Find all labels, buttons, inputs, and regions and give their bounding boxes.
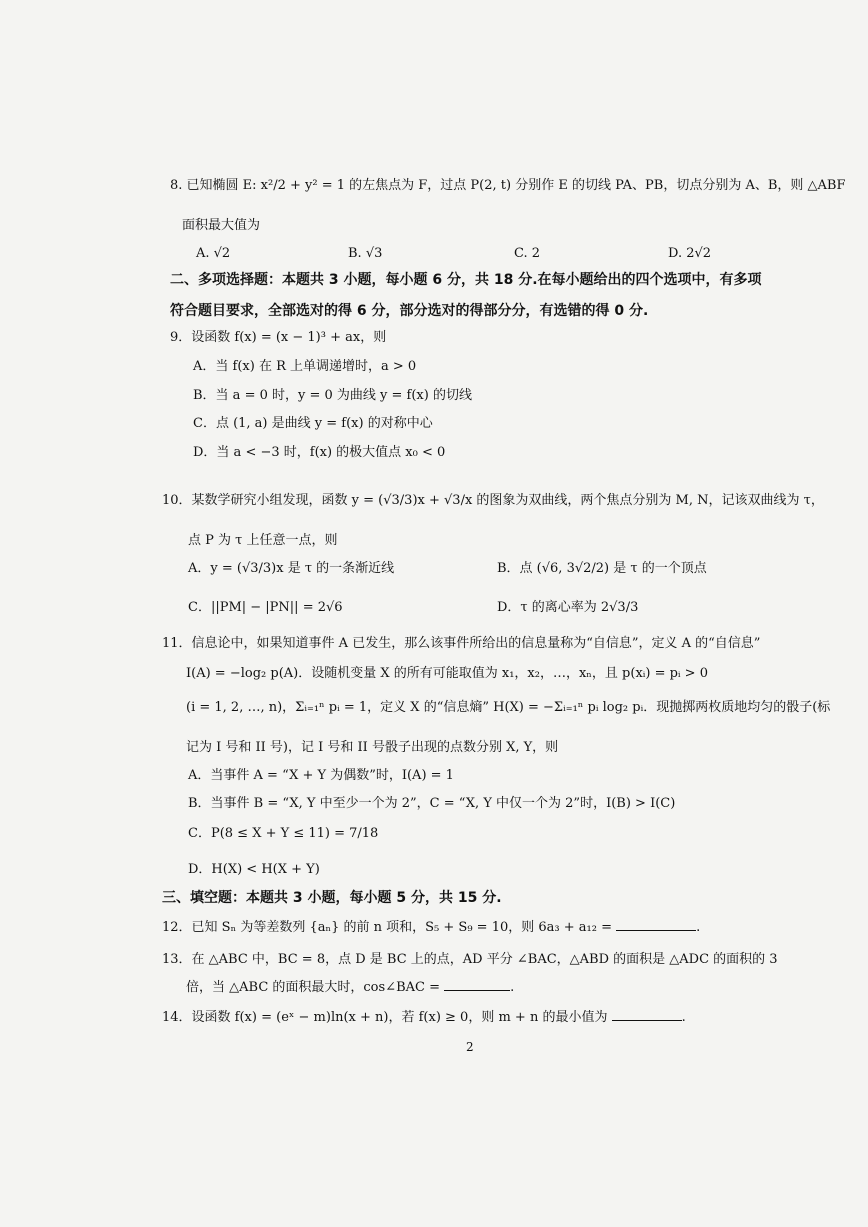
q8-option-d: D. 2√2 [668,246,712,261]
q12-end: . [696,920,701,935]
q8-option-b: B. √3 [348,246,383,261]
section3-heading: 三、填空题：本题共 3 小题，每小题 5 分，共 15 分. [162,890,502,906]
q8-option-a: A. √2 [196,246,231,261]
q10-option-b: B．点 (√6, 3√2/2) 是 τ 的一个顶点 [497,561,707,576]
q11-option-c: C．P(8 ≤ X + Y ≤ 11) = 7/18 [188,826,379,841]
q10-stem: 10．某数学研究小组发现，函数 y = (√3/3)x + √3/x 的图象为双曲线，两个焦点分别为 M, N，记该双曲线为 τ， [162,493,824,508]
section2-heading: 二、多项选择题：本题共 3 小题，每小题 6 分，共 18 分.在每小题给出的四个选项中，有多项 [170,272,762,288]
q12-stem [162,918,700,938]
q11-stem-1: 11．信息论中，如果知道事件 A 已发生，那么该事件所给出的信息量称为“自信息”，定义 A 的“自信息” [162,636,761,651]
q12-text: 12．已知 Sₙ 为等差数列 {aₙ} 的前 n 项和，S₅ + S₉ = 10，则 6a₃ + a₁₂ = [162,920,612,935]
q11-option-b: B．当事件 B = “X, Y 中至少一个为 2”，C = “X, Y 中仅一个为 2”时，I(B) > I(C) [188,796,676,811]
q11-option-d: D．H(X) < H(X + Y) [188,862,320,877]
q10-option-a: A．y = (√3/3)x 是 τ 的一条渐近线 [188,561,395,576]
q11-stem-3: (i = 1, 2, …, n)，Σᵢ₌₁ⁿ pᵢ = 1，定义 X 的“信息熵” H(X) = −Σᵢ₌₁ⁿ pᵢ log₂ pᵢ．现抛掷两枚质地均匀的骰子(标 [186,700,831,715]
q10-option-d: D．τ 的离心率为 2√3/3 [497,600,639,615]
q11-stem-2: I(A) = −log₂ p(A)．设随机变量 X 的所有可能取值为 x₁，x₂，…，xₙ，且 p(xᵢ) = pᵢ > 0 [186,666,708,681]
q14-answer-blank[interactable] [612,1008,682,1021]
q13-answer-blank[interactable] [444,978,510,991]
q11-option-a: A．当事件 A = “X + Y 为偶数”时，I(A) = 1 [188,768,454,783]
q9-option-b: B．当 a = 0 时，y = 0 为曲线 y = f(x) 的切线 [193,388,472,403]
section2-heading-cont: 符合题目要求，全部选对的得 6 分，部分选对的得部分分，有选错的得 0 分. [170,303,649,319]
q8-stem-cont: 面积最大值为 [182,218,261,233]
q13-text: 倍，当 △ABC 的面积最大时，cos∠BAC = [186,980,440,995]
q14-end: . [681,1010,686,1025]
q12-answer-blank[interactable] [616,918,696,931]
q9-stem: 9．设函数 f(x) = (x − 1)³ + ax，则 [170,330,387,345]
page-number: 2 [466,1040,474,1054]
q10-stem-cont: 点 P 为 τ 上任意一点，则 [188,533,338,548]
q9-option-c: C．点 (1, a) 是曲线 y = f(x) 的对称中心 [193,416,433,431]
q13-stem-2 [186,978,514,998]
q8-option-c: C. 2 [514,246,541,261]
q14-stem [162,1008,686,1028]
q8-stem: 8. 已知椭圆 E: x²/2 + y² = 1 的左焦点为 F，过点 P(2, t) 分别作 E 的切线 PA、PB，切点分别为 A、B，则 △ABF [170,178,846,193]
q11-stem-4: 记为 I 号和 II 号)，记 I 号和 II 号骰子出现的点数分别 X, Y，则 [186,740,559,755]
q13-stem-1: 13．在 △ABC 中，BC = 8，点 D 是 BC 上的点，AD 平分 ∠BAC，△ABD 的面积是 △ADC 的面积的 3 [162,952,778,967]
q10-option-c: C．||PM| − |PN|| = 2√6 [188,600,343,615]
q13-end: . [510,980,515,995]
q9-option-a: A．当 f(x) 在 R 上单调递增时，a > 0 [193,359,417,374]
q14-text: 14．设函数 f(x) = (eˣ − m)ln(x + n)，若 f(x) ≥ 0，则 m + n 的最小值为 [162,1010,608,1025]
q9-option-d: D．当 a < −3 时，f(x) 的极大值点 x₀ < 0 [193,445,446,460]
